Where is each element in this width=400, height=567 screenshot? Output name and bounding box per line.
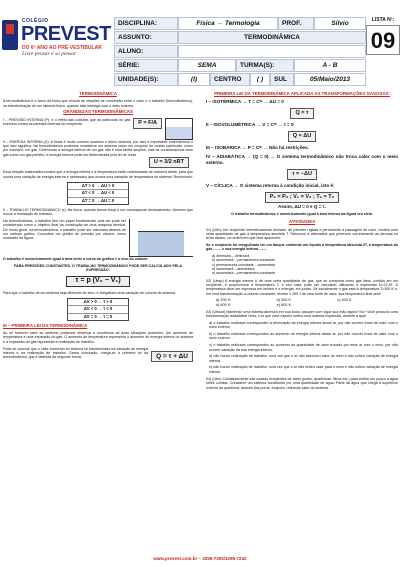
energia-paragraph: II – ENERGIA INTERNA (U): A física é muito comum usarmos o termo sistema, por isso é importante entendermos o que isso significa. Na termodinâmica podemos considerar um sistema como um conjunto de muitas partículas, como por exemplo, um gás. Determinar a energia interna de um gás não é uma tarefa simples, mas se considerarmos esse gás como um gás perfeito, a energia interna pode ser determinada pela lei de Joule. — [3, 139, 193, 157]
row-aluno — [114, 45, 366, 58]
right-column — [206, 90, 398, 392]
pressao-formula: P = F/A — [133, 118, 162, 129]
question-01: 01) (Ufrn) Um recipiente hermeticamente fechado, de paredes rígidas e permeáveis à passagem de calor, contém uma certa quantidade de gás à temperatura absoluta T. Selecione a alternativa que preenche corretamente as lacunas no texto abaixo, na ordem em que elas aparecem. — [206, 227, 398, 241]
energia-case: ΔT = 0 → ΔU = 0 — [81, 197, 115, 203]
answer-option[interactable]: b) o trabalho realizado correspondeu ao aumento da energia interna desse ar, por não ocorrer troca de calor com o meio externo. — [209, 332, 398, 341]
question-01-options — [212, 254, 398, 275]
value-aluno[interactable] — [178, 45, 366, 58]
question-04: 04) (Ufrn) Colidiantemente são usadas recipientes de barro (potes, quartinhas, filtros etc.) para esfriar um pouco a água neles contida. Considere um sistema constituído por uma quantidade de água. Parte da água que chega à superfície externa da quartinha, através dos poros, evapora, retirando calor do sistema. — [206, 377, 398, 390]
pressao-figure — [133, 118, 162, 140]
row-serie — [114, 59, 366, 72]
volume-cases-table — [67, 298, 129, 321]
isotermica-text: I – ISOTÉRMICA → T = Cᵗᵉ → ΔU = 0 — [206, 99, 284, 105]
pressao-paragraph: I – PRESSÃO INTERNA (P): é o efeito das colisões que as partículas do gás exercem contra as paredes internas do recipiente. — [3, 117, 131, 126]
pressao-block — [3, 118, 193, 140]
trabalho-formula: τ = p (V₂ − V₁) — [66, 276, 129, 286]
footer-contact[interactable]: www.prevest.com.br – 3255-7300/3255-7242 — [153, 556, 247, 561]
label-assunto: ASSUNTO: — [114, 31, 178, 44]
trabalho-paragraph: II – TRABALHO TERMODINÂMICO (τ): Na física, quando temos força e um consequente deslocamento, dizemos que houve a realização de trabalho. — [3, 207, 193, 217]
question-03-options — [209, 321, 398, 374]
label-serie: SÉRIE: — [114, 59, 178, 72]
pressao-constante-paragraph: Para que o trabalho de um sistema seja diferente de zero, é obrigatório uma variação de volume do sistema. — [3, 290, 176, 295]
volume-case: ΔV = 0 → τ = 0 — [83, 313, 113, 319]
question-03: 03) (Ufscar) Mantendo uma estreita abertura em sua boca, assopre com vigor sua mão agora! Viu? Você produziu uma transformação adiabática! Nela, o ar que você expeliu sofreu uma violenta expansão, durante a qual — [206, 309, 398, 319]
answer-option[interactable]: e) 800 K. — [276, 302, 293, 307]
section-title-primeira-lei: III – PRIMEIRA LEI DA TERMODINÂMICA — [3, 322, 88, 328]
label-aluno: ALUNO: — [114, 45, 178, 58]
volume-case: ΔV > 0 → τ > 0 — [68, 299, 128, 306]
energia-formula-wrap — [3, 157, 189, 168]
row-unidade — [114, 73, 366, 86]
isovolumetrica-text: II – ISOVOLUMÉTRICA → V = Cᵗᵉ → τ = 0 — [206, 122, 294, 128]
energia-case: ΔT > 0 → ΔU > 0 — [68, 183, 128, 190]
graph-area-fill — [138, 232, 184, 256]
header-info-grid — [114, 17, 366, 87]
section-title-termodinamica: TERMODINÂMICA — [79, 91, 117, 96]
left-column — [3, 90, 193, 362]
logo-name: PREVEST — [21, 23, 111, 45]
badge-label: LISTA Nº: — [371, 17, 395, 23]
answer-option[interactable]: c) permanecerá constante – aumentará — [212, 262, 275, 267]
adiabatica-text: IV – ADIABÁTICA → (Q = 0) → O sistema termodinâmico não troca calor com o meio externo. — [206, 154, 398, 166]
value-assunto: TERMODINÂMICA — [178, 31, 366, 44]
label-prof: PROF. — [278, 17, 314, 30]
trabalho-paragraph-2: Na termodinâmica, o trabalho tem um papel fundamental, pois ele pode ser considerado como o objetivo final da construção de uma máquina térmica. De modo geral, na termodinâmica, o trabalho pode ser calculado através de um método gráfico. Considere um gráfico de pressão por volume, como mostrado na figura. — [3, 218, 126, 241]
isovolumetrica-box-wrap — [206, 131, 398, 142]
isotermica-box: Q = τ — [290, 108, 313, 119]
ciclica-box: P₁ = P₂ ; V₁ = V₂ ; T₁ = T₂ — [265, 192, 339, 203]
answer-option[interactable]: e) não houve realização de trabalho, uma vez que o ar não cedeu calor para o meio e não sofreu variação de energia interna. — [209, 365, 398, 374]
answer-option[interactable]: a) diminuirá – diminuirá — [212, 254, 250, 259]
ciclica-line — [206, 183, 398, 189]
primeira-lei-paragraph: Ao se fornecer calor ao sistema, podemos observar a ocorrência de duas situações possíveis. Um aumento de temperatura e uma expansão do gás. O aumento de temperatura representa o aumento de energia interna do sistema e a expansão do gás representa a realização de trabalho. — [3, 331, 193, 344]
list-number-badge — [366, 17, 400, 73]
badge-number: 09 — [366, 25, 400, 55]
value-centro: ( ) — [250, 73, 270, 86]
row-disciplina — [114, 17, 366, 30]
row-assunto — [114, 31, 366, 44]
section-title-grandezas: GRANDEZAS TERMODINÂMICAS — [63, 109, 133, 115]
answer-option[interactable]: c) 400 K. — [337, 298, 353, 303]
intro-paragraph: A termodinâmica é o ramo da física que estuda as relações de conversão entre o calor e o trabalho (termodinâmico), na transformação de um sistema físico, quando este interage com o meio externo. — [3, 99, 193, 108]
logo-small-text: COLÉGIO — [22, 18, 49, 24]
value-disciplina: Física → Termologia — [178, 17, 278, 30]
label-centro: CENTRO — [210, 73, 250, 86]
isovolumetrica-line — [206, 122, 398, 128]
logo-icon — [2, 20, 18, 50]
energia-cases-table — [67, 182, 129, 205]
isovolumetrica-box: Q = ΔU — [288, 131, 316, 142]
label-unidade: UNIDADE(S): — [114, 73, 178, 86]
energia-case: ΔT < 0 → ΔU < 0 — [68, 190, 128, 197]
header — [0, 0, 400, 83]
answer-option[interactable]: a) 200 K. — [216, 298, 232, 303]
primeira-lei-paragraph-2: Pode se concluir que o calor fornecido ao sistema foi transformado na variação de energia interna e na realização de trabalho. Desta conclusão, chega-se à primeira lei da termodinâmica, que é definida da seguinte forma. — [3, 346, 149, 360]
answer-option[interactable]: e) aumentará – permanecerá constante — [212, 271, 276, 276]
adiabatica-box-wrap — [206, 169, 398, 180]
ciclica-box-wrap — [206, 192, 398, 203]
adiabatica-box: τ = −ΔU — [287, 169, 317, 180]
isobarica-text: III – ISOBÁRICA → P = Cᵗᵉ → Não há restrições. — [206, 145, 309, 151]
section-title-transformacoes: PRIMEIRA LEI DA TERMODINÂMICA APLICADA AS TRANSFORMAÇÕES GASOSAS: — [214, 91, 390, 96]
logo-tagline: DO 6º ANO AO PRÉ-VESTIBULAR — [22, 45, 102, 51]
section-title-atividades: ATIVIDADES — [288, 219, 316, 225]
value-unidade: (I) — [178, 73, 210, 86]
energia-formula: U = 3/2 nRT — [149, 157, 189, 168]
ciclica-text: V – CÍCLICA → O sistema retorna à condição inicial, isto é: — [206, 183, 335, 189]
answer-option[interactable]: b) 300 K. — [276, 298, 293, 303]
label-turma: TURMA(S): — [236, 59, 294, 72]
value-prof: Sílvio — [314, 17, 366, 30]
answer-option[interactable]: d) não houve realização de trabalho, uma vez que o ar não absorveu calor do meio e não sofreu variação de energia interna. — [209, 354, 398, 363]
answer-option[interactable]: d) 600 K. — [216, 302, 232, 307]
pressure-volume-graph — [129, 219, 193, 257]
question-02: 02) (Uesp) A energia interna U de uma certa quantidade de gás, que se comporta como gás ideal, contido em um recipiente, é proporcional à temperatura T, e seu valor pode ser calculado utilizando a expressão U=12,5T. A temperatura deve ser expressa em kelvins e a energia, em joules. Se inicialmente o gás está à temperatura T=300 K e, em uma transformação a volume constante, recebe 1 250 J de uma fonte de calor, sua temperatura final será: — [206, 278, 398, 296]
isobarica-line — [206, 145, 398, 151]
answer-option[interactable]: d) aumentará – aumentará — [212, 267, 255, 272]
primeira-lei-block — [3, 347, 193, 362]
ciclica-note: O trabalho termodinâmico é numericamente igual à área interna da figura era ciclo. — [231, 212, 373, 217]
value-date: 05/Maio/2013 — [294, 73, 366, 86]
volume-case: ΔV < 0 → τ < 0 — [68, 306, 128, 313]
trabalho-note: O trabalho é numericamente igual à área entre a curva do gráfico e o eixo do volume. — [3, 256, 149, 261]
label-sul: SUL — [270, 73, 294, 86]
logo-slogan: Livre pensar é só pensar — [22, 51, 77, 57]
school-logo — [2, 18, 114, 70]
question-01-statement: Se o recipiente for mergulhado em um tanque contendo um líquido à temperatura absoluta 2T, a temperatura do gás ........ e sua energia interna ........ — [206, 243, 398, 252]
ciclica-result: Assim, ΔU = 0 e Q = τ. — [278, 204, 326, 210]
graph-curve — [138, 231, 184, 232]
trabalho-block — [3, 219, 193, 257]
value-serie: SEMA — [178, 59, 236, 72]
isotermica-box-wrap — [206, 108, 398, 119]
label-disciplina: DISCIPLINA: — [114, 17, 178, 30]
question-02-options — [216, 298, 398, 307]
answer-option[interactable]: a) o trabalho realizado correspondeu à diminuição da energia interna desse ar, por não ocorrer troca de calor com o meio externo. — [209, 321, 398, 330]
value-turma: A - B — [294, 59, 366, 72]
answer-option[interactable]: c) o trabalho realizado correspondeu ao aumento da quantidade de calor trocado por esse ar com o meio, por não ocorrer variação da sua energia interna. — [209, 343, 398, 352]
answer-option[interactable]: b) aumentará – permanecerá constante — [212, 258, 276, 263]
trabalho-formula-wrap — [3, 276, 193, 286]
energia-paragraph-2: Essa relação matemática mostra que a energia interna e a temperatura estão relacionadas de maneira direta, para que ocorra uma variação de energia interna é necessário que ocorra uma variação de temperatura do sistema. Resumindo: — [3, 170, 193, 179]
gas-container-image — [165, 118, 193, 140]
primeira-lei-formula: Q = τ + ΔU — [151, 351, 193, 362]
adiabatica-line — [206, 154, 398, 166]
pressao-constante-heading: PARA PRESSÕES CONSTANTES, O TRABALHO TERMODINÂMICO PODE SER CALCULADO PELA EXPRESSÃO: — [13, 263, 183, 273]
isotermica-line — [206, 99, 398, 105]
